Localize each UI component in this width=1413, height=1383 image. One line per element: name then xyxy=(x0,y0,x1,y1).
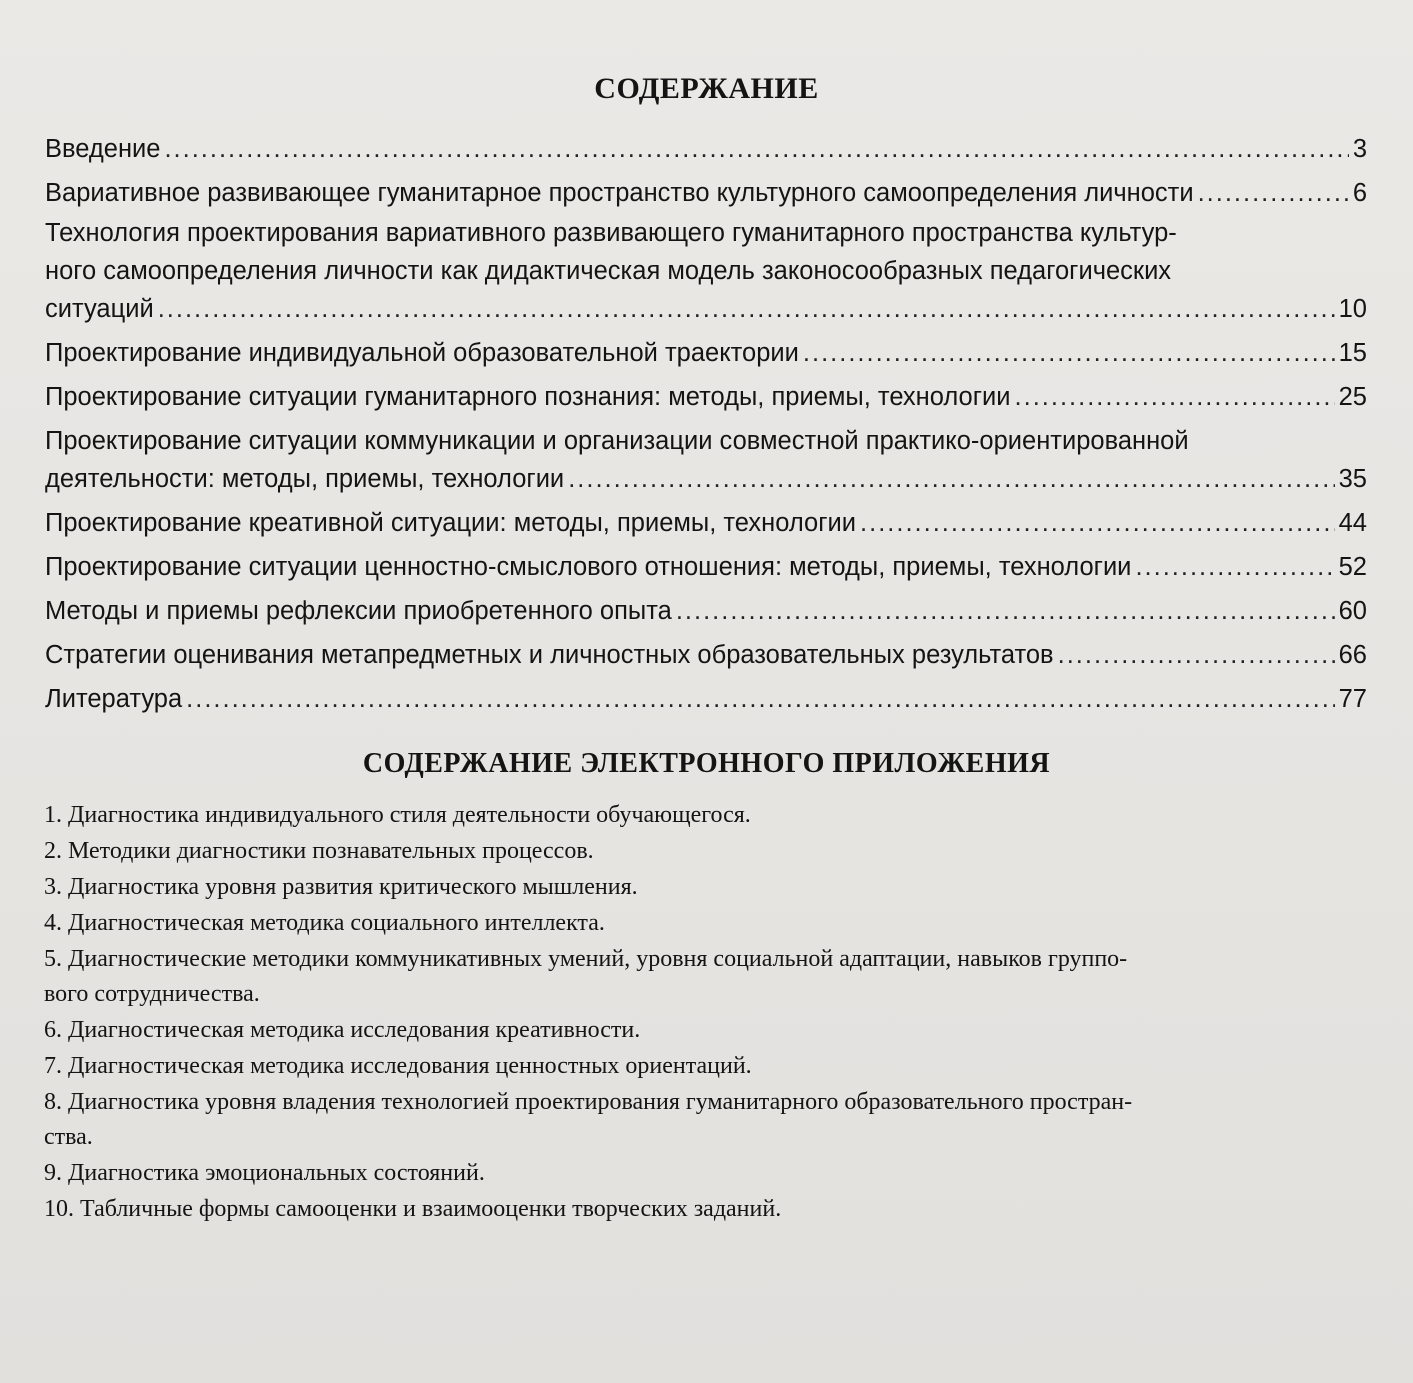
toc-page-number: 44 xyxy=(1338,509,1367,537)
toc-page-number: 10 xyxy=(1338,295,1367,323)
leader-dots xyxy=(1015,378,1335,416)
toc-entry-title-line: Проектирование ситуации коммуникации и организации совместной практико-ориентированной xyxy=(45,427,1189,455)
list-item xyxy=(44,942,1344,1012)
toc-entry-title: Проектирование ситуации ценностно-смыслового отношения: методы, приемы, технологии xyxy=(45,553,1132,581)
toc-entry-title-line: Технология проектирования вариативного развивающего гуманитарного пространства культур- xyxy=(45,219,1177,247)
toc-entry-title: Стратегии оценивания метапредметных и личностных образовательных результатов xyxy=(45,641,1054,669)
leader-dots xyxy=(803,334,1335,372)
list-item xyxy=(44,1085,1344,1155)
list-item-text: 9. Диагностика эмоциональных состояний. xyxy=(44,1160,485,1186)
list-item-text: 10. Табличные формы самооценки и взаимооценки творческих заданий. xyxy=(44,1196,782,1222)
list-item xyxy=(44,1013,1344,1048)
leader-dots xyxy=(860,504,1335,542)
toc-page-number: 25 xyxy=(1338,383,1367,411)
toc-page-number: 6 xyxy=(1352,179,1367,207)
leader-dots xyxy=(676,592,1335,630)
toc-entry xyxy=(45,334,1367,372)
toc-page-number: 77 xyxy=(1338,685,1367,713)
toc-entry xyxy=(45,548,1367,586)
toc-entry-title-line: ного самоопределения личности как дидактическая модель законосообразных педагогических xyxy=(45,257,1172,285)
toc-entry-title: Вариативное развивающее гуманитарное пространство культурного самоопределения личности xyxy=(45,179,1194,207)
toc-entry-title-line: ситуаций xyxy=(45,295,154,323)
toc-entry-title: Проектирование индивидуальной образовательной траектории xyxy=(45,339,799,367)
list-item-text: 8. Диагностика уровня владения технологией проектирования гуманитарного образовательного простран- xyxy=(44,1089,1133,1115)
toc-entry xyxy=(45,130,1367,168)
list-item xyxy=(44,870,1344,905)
list-item-text: 7. Диагностическая методика исследования ценностных ориентаций. xyxy=(44,1053,752,1079)
toc-entry-title-line: деятельности: методы, приемы, технологии xyxy=(45,465,565,493)
list-item-text: вого сотрудничества. xyxy=(44,981,260,1007)
toc-entry-title: Проектирование ситуации гуманитарного познания: методы, приемы, технологии xyxy=(45,383,1011,411)
toc-entry xyxy=(45,214,1367,328)
list-item xyxy=(44,1192,1344,1227)
leader-dots xyxy=(1198,174,1349,212)
toc-page-number: 66 xyxy=(1338,641,1367,669)
list-item xyxy=(44,1049,1344,1084)
toc-entry xyxy=(45,378,1367,416)
list-item xyxy=(44,834,1344,869)
list-item-text: 5. Диагностические методики коммуникативных умений, уровня социальной адаптации, навыков группо- xyxy=(44,946,1128,972)
toc-entry xyxy=(45,422,1367,498)
leader-dots xyxy=(1135,548,1334,586)
toc-entry xyxy=(45,174,1367,212)
appendix-list xyxy=(44,798,1344,1228)
leader-dots xyxy=(1058,636,1335,674)
toc-entry-title: Проектирование креативной ситуации: методы, приемы, технологии xyxy=(45,509,857,537)
toc-entry-title: Методы и приемы рефлексии приобретенного опыта xyxy=(45,597,672,625)
toc-title: СОДЕРЖАНИЕ xyxy=(594,72,819,105)
list-item-text: 3. Диагностика уровня развития критического мышления. xyxy=(44,874,638,900)
leader-dots xyxy=(568,460,1334,498)
toc-page-number: 15 xyxy=(1338,339,1367,367)
list-item-text: 4. Диагностическая методика социального интеллекта. xyxy=(44,910,605,936)
toc-page-number: 35 xyxy=(1338,465,1367,493)
toc-page-number: 3 xyxy=(1352,135,1367,163)
appendix-title: СОДЕРЖАНИЕ ЭЛЕКТРОННОГО ПРИЛОЖЕНИЯ xyxy=(362,748,1051,779)
toc-page-number: 52 xyxy=(1338,553,1367,581)
list-item-text: ства. xyxy=(44,1124,93,1150)
toc-page-number: 60 xyxy=(1338,597,1367,625)
list-item-text: 6. Диагностическая методика исследования креативности. xyxy=(44,1017,641,1043)
toc-entry xyxy=(45,680,1367,718)
leader-dots xyxy=(158,290,1335,328)
list-item xyxy=(44,1156,1344,1191)
toc-entry-title: Литература xyxy=(45,685,183,713)
leader-dots xyxy=(164,130,1348,168)
list-item-text: 2. Методики диагностики познавательных процессов. xyxy=(44,838,594,864)
leader-dots xyxy=(186,680,1334,718)
list-item-text: 1. Диагностика индивидуального стиля деятельности обучающегося. xyxy=(44,802,751,828)
toc-entry xyxy=(45,636,1367,674)
toc-entry xyxy=(45,592,1367,630)
table-of-contents xyxy=(45,124,1367,718)
toc-entry-title: Введение xyxy=(45,135,161,163)
toc-entry xyxy=(45,504,1367,542)
list-item xyxy=(44,906,1344,941)
list-item xyxy=(44,798,1344,833)
